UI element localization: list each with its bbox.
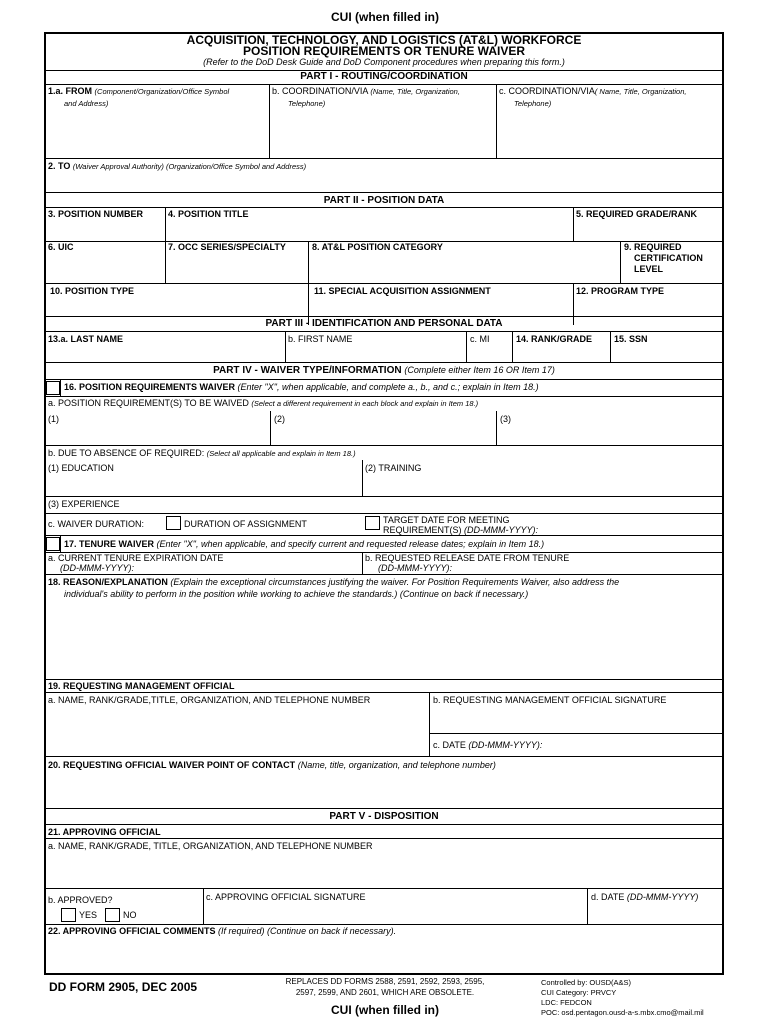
field-6-label: 6. UIC xyxy=(48,242,74,252)
field-18-label: 18. REASON/EXPLANATION (Explain the exceptional circumstances justifying the waiver. For Position Requirements Waiver, also address the xyxy=(48,577,620,587)
field-5-label: 5. REQUIRED GRADE/RANK xyxy=(576,209,698,219)
field-22-label: 22. APPROVING OFFICIAL COMMENTS (If required) (Continue on back if necessary). xyxy=(48,926,397,936)
field-16-label: 16. POSITION REQUIREMENTS WAIVER (Enter "X", when applicable, and complete a., b., and c.; explain in Item 18.) xyxy=(64,382,539,392)
cui-category: CUI Category: PRVCY xyxy=(541,988,617,997)
field-13b-label: b. FIRST NAME xyxy=(288,334,353,344)
field-1c-label: c. COORDINATION/VIA( Name, Title, Organization, xyxy=(499,86,687,96)
field-1b-label: b. COORDINATION/VIA (Name, Title, Organization, xyxy=(272,86,460,96)
cui-marking-top: CUI (when filled in) xyxy=(331,10,439,24)
poc: POC: osd.pentagon.ousd-a-s.mbx.cmo@mail.mil xyxy=(541,1008,704,1017)
field-13c-label: c. MI xyxy=(470,334,490,344)
field-9-label-1: 9. REQUIRED xyxy=(624,242,682,252)
requirement-col1-label: (1) xyxy=(48,414,59,424)
field-17b-label: b. REQUESTED RELEASE DATE FROM TENURE xyxy=(365,553,570,563)
field-15-label: 15. SSN xyxy=(614,334,648,344)
field-11-label: 11. SPECIAL ACQUISITION ASSIGNMENT xyxy=(314,286,491,296)
field-9-label-3: LEVEL xyxy=(634,264,664,274)
replaces-note-1: REPLACES DD FORMS 2588, 2591, 2592, 2593, 2595, xyxy=(285,977,485,986)
field-14-label: 14. RANK/GRADE xyxy=(516,334,593,344)
field-17a-label: a. CURRENT TENURE EXPIRATION DATE xyxy=(48,553,224,563)
form-subtitle: (Refer to the DoD Desk Guide and DoD Component procedures when preparing this form.) xyxy=(203,57,565,67)
field-19c-label: c. DATE (DD-MMM-YYYY): xyxy=(433,740,543,750)
field-2-label: 2. TO (Waiver Approval Authority) (Organization/Office Symbol and Address) xyxy=(48,161,307,171)
field-10-label: 10. POSITION TYPE xyxy=(50,286,135,296)
position-waiver-checkbox[interactable] xyxy=(46,381,60,395)
field-7-label: 7. OCC SERIES/SPECIALTY xyxy=(168,242,286,252)
approved-no-label: NO xyxy=(123,910,137,920)
part3-header: PART III - IDENTIFICATION AND PERSONAL DATA xyxy=(265,318,503,329)
field-3-label: 3. POSITION NUMBER xyxy=(48,209,144,219)
field-16b-label: b. DUE TO ABSENCE OF REQUIRED: (Select all applicable and explain in Item 18.) xyxy=(48,448,356,458)
field-17-label: 17. TENURE WAIVER (Enter "X", when applicable, and specify current and requested release dates; explain in Item 18.) xyxy=(64,539,545,549)
field-17a-format: (DD-MMM-YYYY): xyxy=(60,563,134,573)
field-21d-label: d. DATE (DD-MMM-YYYY) xyxy=(591,892,699,902)
field-1c-label-cont: Telephone) xyxy=(514,99,552,108)
field-13a-label: 13.a. LAST NAME xyxy=(48,334,124,344)
part2-header: PART II - POSITION DATA xyxy=(323,195,445,206)
field-21a-label: a. NAME, RANK/GRADE, TITLE, ORGANIZATION, AND TELEPHONE NUMBER xyxy=(48,841,373,851)
field-1a-label-cont: and Address) xyxy=(64,99,109,108)
field-1b-label-cont: Telephone) xyxy=(288,99,326,108)
form-title-line2: POSITION REQUIREMENTS OR TENURE WAIVER xyxy=(242,44,526,58)
duration-assignment-label: DURATION OF ASSIGNMENT xyxy=(184,519,307,529)
field-19a-label: a. NAME, RANK/GRADE,TITLE, ORGANIZATION, AND TELEPHONE NUMBER xyxy=(48,695,371,705)
target-date-checkbox[interactable] xyxy=(365,516,380,530)
experience-label: (3) EXPERIENCE xyxy=(48,499,120,509)
form-title-line1: ACQUISITION, TECHNOLOGY, AND LOGISTICS (AT&L) WORKFORCE xyxy=(186,33,582,47)
training-label: (2) TRAINING xyxy=(365,463,422,473)
part1-header: PART I - ROUTING/COORDINATION xyxy=(300,71,468,82)
field-19b-label: b. REQUESTING MANAGEMENT OFFICIAL SIGNATURE xyxy=(433,695,667,705)
approved-yes-checkbox[interactable] xyxy=(61,908,76,922)
education-label: (1) EDUCATION xyxy=(48,463,114,473)
field-21b-label: b. APPROVED? xyxy=(48,895,113,905)
field-16c-label: c. WAIVER DURATION: xyxy=(48,519,145,529)
target-date-label-cont: REQUIREMENT(S) (DD-MMM-YYYY): xyxy=(383,525,539,535)
field-19-label: 19. REQUESTING MANAGEMENT OFFICIAL xyxy=(48,681,235,691)
approved-yes-label: YES xyxy=(79,910,98,920)
field-12-label: 12. PROGRAM TYPE xyxy=(576,286,665,296)
controlled-by: Controlled by: OUSD(A&S) xyxy=(541,978,632,987)
field-4-label: 4. POSITION TITLE xyxy=(168,209,249,219)
requirement-col2-label: (2) xyxy=(274,414,285,424)
part5-header: PART V - DISPOSITION xyxy=(329,811,439,822)
ldc: LDC: FEDCON xyxy=(541,998,592,1007)
field-21-label: 21. APPROVING OFFICIAL xyxy=(48,827,161,837)
field-16a-label: a. POSITION REQUIREMENT(S) TO BE WAIVED (Select a different requirement in each block and explain in Item 18.) xyxy=(48,398,479,408)
field-8-label: 8. AT&L POSITION CATEGORY xyxy=(312,242,443,252)
tenure-waiver-checkbox[interactable] xyxy=(46,537,60,551)
field-18-label-cont: individual's ability to perform in the position while working to achieve the standards.) (Continue on back if necessary.) xyxy=(64,589,529,599)
field-1a-label: 1.a. FROM (Component/Organization/Office Symbol xyxy=(48,86,230,96)
field-17b-format: (DD-MMM-YYYY): xyxy=(378,563,452,573)
target-date-label: TARGET DATE FOR MEETING xyxy=(383,515,510,525)
field-9-label-2: CERTIFICATION xyxy=(634,253,703,263)
duration-assignment-checkbox[interactable] xyxy=(166,516,181,530)
field-21c-label: c. APPROVING OFFICIAL SIGNATURE xyxy=(206,892,366,902)
form-id: DD FORM 2905, DEC 2005 xyxy=(49,980,198,994)
cui-marking-bottom: CUI (when filled in) xyxy=(331,1003,439,1017)
replaces-note-2: 2597, 2599, AND 2601, WHICH ARE OBSOLETE. xyxy=(295,988,475,997)
approved-no-checkbox[interactable] xyxy=(105,908,120,922)
field-20-label: 20. REQUESTING OFFICIAL WAIVER POINT OF CONTACT (Name, title, organization, and telephone number) xyxy=(48,760,496,770)
requirement-col3-label: (3) xyxy=(500,414,511,424)
part4-header: PART IV - WAIVER TYPE/INFORMATION (Complete either Item 16 OR Item 17) xyxy=(213,365,555,376)
